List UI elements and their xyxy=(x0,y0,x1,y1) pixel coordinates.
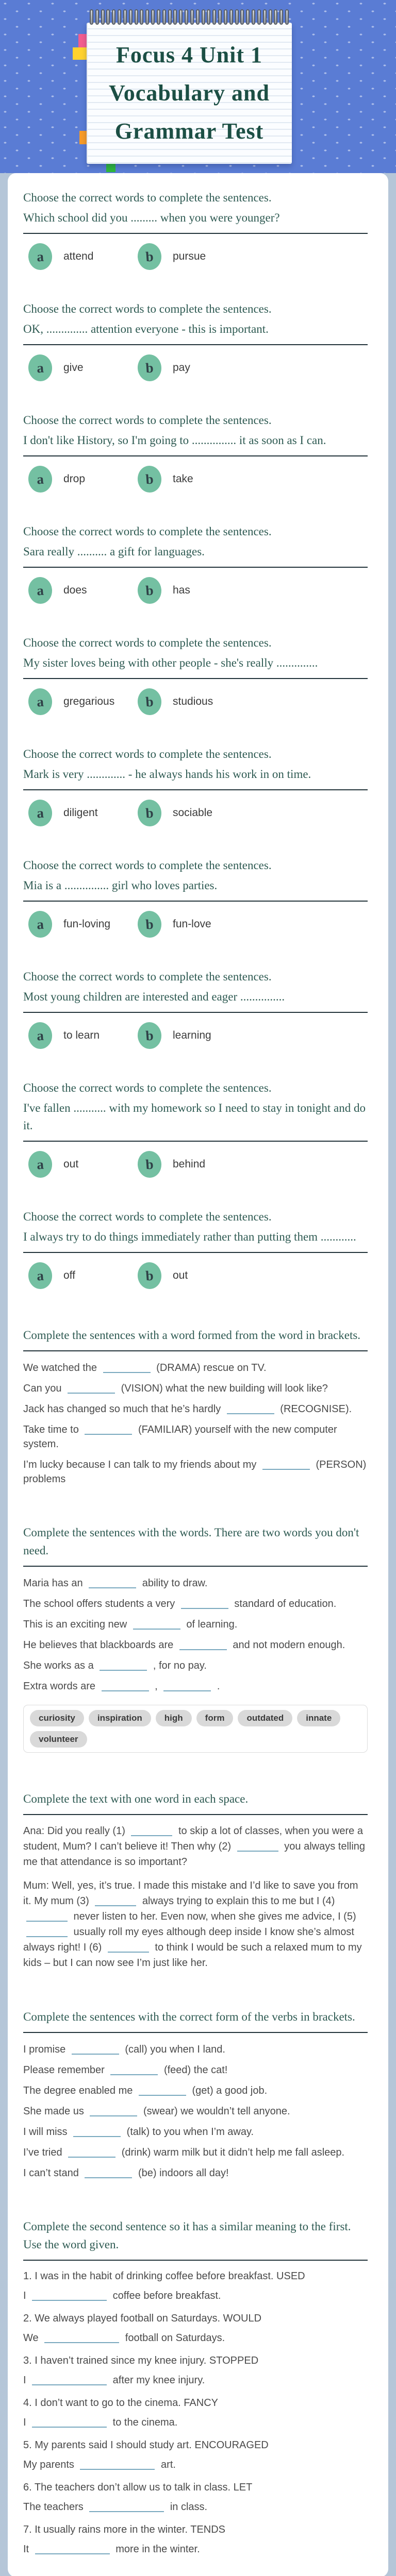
spiral-loop xyxy=(179,9,183,25)
question-sentence: Mia is a ............... girl who loves parties. xyxy=(23,879,218,892)
option-letter-badge: a xyxy=(27,799,53,827)
answer-blank[interactable] xyxy=(26,1928,68,1937)
answer-blank[interactable] xyxy=(32,2292,107,2301)
divider xyxy=(23,2260,368,2261)
answer-blank[interactable] xyxy=(133,1620,180,1630)
divider xyxy=(23,789,368,790)
word-formation-items xyxy=(23,1361,368,1486)
option-label: off xyxy=(63,1269,75,1281)
answer-blank[interactable] xyxy=(32,2376,107,2385)
choice-question xyxy=(23,189,368,270)
question-sentence: I don't like History, so I'm going to ............... it as soon as I can. xyxy=(23,434,326,447)
spiral-loop xyxy=(168,9,172,25)
option-label: attend xyxy=(63,250,94,262)
option-letter-badge: b xyxy=(137,465,162,493)
answer-blank[interactable] xyxy=(72,2045,119,2055)
fill-sentence: We watched the (DRAMA) rescue on TV. xyxy=(23,1362,267,1374)
answer-blank[interactable] xyxy=(26,1912,68,1922)
verb-forms-items xyxy=(23,2042,368,2180)
transformation-item xyxy=(23,2396,368,2430)
transformation-answer: I after my knee injury. xyxy=(23,2375,205,2386)
fill-sentence: This is an exciting new of learning. xyxy=(23,1619,238,1630)
option-b[interactable] xyxy=(138,1262,188,1289)
spiral-loop xyxy=(285,9,289,25)
option-label: take xyxy=(173,473,193,485)
option-a[interactable] xyxy=(28,1151,138,1178)
title-line: Grammar Test xyxy=(114,118,264,144)
yellow-tab xyxy=(73,47,88,60)
choice-question xyxy=(23,634,368,715)
option-label: does xyxy=(63,584,87,596)
fill-sentence: Can you (VISION) what the new building will look like? xyxy=(23,1383,328,1394)
divider xyxy=(23,1252,368,1253)
word-formation-section xyxy=(23,1326,368,1486)
cloze-paragraph: Ana: Did you really (1) to skip a lot of classes, when you were a student, Mum? I can’t believe it! Then why (2) you always telling me that attendance is so important? xyxy=(23,1825,366,1868)
transformation-answer: I to the cinema. xyxy=(23,2417,178,2428)
spiral-loop xyxy=(252,9,255,25)
options-row xyxy=(23,577,368,604)
divider xyxy=(23,678,368,679)
transformations-section xyxy=(23,2217,368,2556)
transformation-items xyxy=(23,2269,368,2556)
spiral-loop xyxy=(240,9,244,25)
question-instruction: Choose the correct words to complete the sentences. xyxy=(23,302,272,315)
choice-question xyxy=(23,300,368,381)
transformation-prompt: 4. I don’t want to go to the cinema. FANCY xyxy=(23,2397,218,2409)
option-label: diligent xyxy=(63,807,98,819)
choice-question xyxy=(23,745,368,826)
fill-sentence: She made us (swear) we wouldn’t tell anyone. xyxy=(23,2106,290,2117)
option-b[interactable] xyxy=(138,577,190,604)
option-letter-badge: a xyxy=(27,910,53,938)
choice-question xyxy=(23,411,368,493)
spiral-loop xyxy=(118,9,121,25)
word-bank-section xyxy=(23,1523,368,1753)
section-instruction: Complete the sentences with the words. There are two words you don't need. xyxy=(23,1526,359,1557)
transformation-prompt: 6. The teachers don’t allow us to talk in class. LET xyxy=(23,2482,253,2493)
section-instruction: Complete the sentences with a word formed from the word in brackets. xyxy=(23,1329,361,1342)
quiz-card xyxy=(8,173,388,2576)
word-bank-chips xyxy=(23,1705,368,1753)
option-label: sociable xyxy=(173,807,213,819)
fill-sentence: I can’t stand (be) indoors all day! xyxy=(23,2167,229,2179)
question-sentence: I always try to do things immediately rather than putting them ............ xyxy=(23,1230,356,1243)
word-chip[interactable]: inspiration xyxy=(89,1710,151,1726)
answer-blank[interactable] xyxy=(89,1579,136,1588)
option-letter-badge: a xyxy=(27,1021,53,1049)
fill-sentence: I will miss (talk) to you when I’m away. xyxy=(23,2126,254,2138)
option-letter-badge: a xyxy=(27,576,53,604)
option-a[interactable] xyxy=(28,800,138,826)
option-letter-badge: b xyxy=(137,687,162,716)
option-label: drop xyxy=(63,473,86,485)
option-letter-badge: a xyxy=(27,353,53,382)
option-letter-badge: b xyxy=(137,353,162,382)
green-tab xyxy=(106,164,116,172)
choice-question xyxy=(23,968,368,1049)
divider xyxy=(23,1814,368,1815)
spiral-loop xyxy=(140,9,143,25)
transformation-item xyxy=(23,2438,368,2472)
spiral-loop xyxy=(263,9,267,25)
question-sentence: Sara really .......... a gift for languages. xyxy=(23,545,205,558)
spiral-loop xyxy=(157,9,160,25)
spiral-loop xyxy=(185,9,188,25)
answer-blank[interactable] xyxy=(85,1426,132,1435)
answer-blank[interactable] xyxy=(68,1384,115,1394)
divider xyxy=(23,233,368,234)
divider xyxy=(23,901,368,902)
answer-blank[interactable] xyxy=(68,2148,116,2158)
divider xyxy=(23,1012,368,1013)
option-letter-badge: b xyxy=(137,242,162,270)
spiral-loop xyxy=(135,9,138,25)
title-line: Focus 4 Unit 1 xyxy=(116,42,263,67)
page-title xyxy=(109,36,270,150)
spiral-loop xyxy=(229,9,233,25)
option-a[interactable] xyxy=(28,354,138,381)
option-b[interactable] xyxy=(138,911,211,938)
option-label: studious xyxy=(173,696,213,707)
transformation-prompt: 3. I haven’t trained since my knee injury. STOPPED xyxy=(23,2355,259,2366)
spiral-loop xyxy=(106,9,110,25)
answer-blank[interactable] xyxy=(131,1827,172,1836)
transformation-answer: We football on Saturdays. xyxy=(23,2332,225,2344)
spiral-binding xyxy=(90,9,289,27)
answer-blank[interactable] xyxy=(100,1662,147,1671)
options-row xyxy=(23,354,368,381)
option-b[interactable] xyxy=(138,466,193,493)
word-chip[interactable]: form xyxy=(196,1710,234,1726)
section-instruction: Complete the text with one word in each space. xyxy=(23,1792,249,1805)
option-label: to learn xyxy=(63,1029,100,1041)
answer-blank[interactable] xyxy=(179,1641,227,1650)
answer-blank[interactable] xyxy=(110,2066,158,2075)
spiral-loop xyxy=(274,9,277,25)
option-letter-badge: a xyxy=(27,242,53,270)
answer-blank[interactable] xyxy=(35,2545,110,2554)
section-instruction: Complete the sentences with the correct form of the verbs in brackets. xyxy=(23,2010,355,2023)
question-instruction: Choose the correct words to complete the sentences. xyxy=(23,191,272,204)
choice-question xyxy=(23,1079,368,1178)
question-instruction: Choose the correct words to complete the sentences. xyxy=(23,748,272,760)
answer-blank[interactable] xyxy=(80,2461,155,2470)
answer-blank[interactable] xyxy=(89,2503,164,2512)
text-completion-section xyxy=(23,1790,368,1971)
answer-blank[interactable] xyxy=(181,1600,228,1609)
options-row xyxy=(23,466,368,493)
transformation-prompt: 5. My parents said I should study art. ENCOURAGED xyxy=(23,2439,269,2451)
spiral-loop xyxy=(129,9,133,25)
option-a[interactable] xyxy=(28,911,138,938)
answer-blank[interactable] xyxy=(85,2169,132,2178)
fill-sentence: He believes that blackboards are and not modern enough. xyxy=(23,1639,345,1651)
choice-question xyxy=(23,522,368,604)
options-row xyxy=(23,1022,368,1049)
options-row xyxy=(23,688,368,715)
option-label: fun-love xyxy=(173,918,211,930)
question-sentence: Which school did you ......... when you were younger? xyxy=(23,211,280,224)
option-letter-badge: b xyxy=(137,576,162,604)
question-instruction: Choose the correct words to complete the sentences. xyxy=(23,859,272,872)
option-b[interactable] xyxy=(138,243,206,270)
spiral-loop xyxy=(269,9,272,25)
notebook-paper xyxy=(87,23,292,164)
option-a[interactable] xyxy=(28,243,138,270)
answer-blank[interactable] xyxy=(108,1943,149,1953)
divider xyxy=(23,1566,368,1567)
spiral-loop xyxy=(145,9,149,25)
spiral-loop xyxy=(101,9,105,25)
transformation-item xyxy=(23,2269,368,2303)
question-instruction: Choose the correct words to complete the sentences. xyxy=(23,1081,272,1094)
fill-sentence: Maria has an ability to draw. xyxy=(23,1578,208,1589)
spiral-loop xyxy=(90,9,93,25)
spiral-loop xyxy=(95,9,99,25)
fill-sentence: The degree enabled me (get) a good job. xyxy=(23,2085,268,2096)
word-chip[interactable]: outdated xyxy=(238,1710,292,1726)
answer-blank[interactable] xyxy=(73,2128,121,2137)
cloze-text xyxy=(23,1823,368,1971)
transformation-answer: It more in the winter. xyxy=(23,2544,200,2555)
option-letter-badge: b xyxy=(137,1021,162,1049)
fill-sentence: Extra words are , . xyxy=(23,1681,220,1692)
transformation-item xyxy=(23,2353,368,2387)
word-chip[interactable]: curiosity xyxy=(30,1710,84,1726)
choice-question xyxy=(23,856,368,938)
options-row xyxy=(23,800,368,826)
answer-blank[interactable] xyxy=(237,1842,278,1852)
option-b[interactable] xyxy=(138,354,190,381)
question-sentence: Mark is very ............. - he always hands his work in on time. xyxy=(23,768,311,781)
spiral-loop xyxy=(212,9,216,25)
option-b[interactable] xyxy=(138,1151,205,1178)
title-line: Vocabulary and xyxy=(109,80,270,106)
fill-sentence: I’m lucky because I can talk to my friends about my (PERSON) problems xyxy=(23,1459,367,1485)
option-label: gregarious xyxy=(63,696,115,707)
options-row xyxy=(23,911,368,938)
answer-blank[interactable] xyxy=(163,1682,211,1691)
option-a[interactable] xyxy=(28,577,138,604)
spiral-loop xyxy=(257,9,261,25)
option-letter-badge: b xyxy=(137,1261,162,1290)
option-letter-badge: b xyxy=(137,910,162,938)
question-instruction: Choose the correct words to complete the sentences. xyxy=(23,1210,272,1223)
page-background xyxy=(0,173,396,2576)
divider xyxy=(23,1350,368,1351)
fill-sentence: Take time to (FAMILIAR) yourself with the new computer system. xyxy=(23,1424,337,1450)
word-bank-items xyxy=(23,1576,368,1693)
divider xyxy=(23,1141,368,1142)
option-letter-badge: b xyxy=(137,1150,162,1178)
option-label: out xyxy=(63,1158,79,1170)
spiral-loop xyxy=(196,9,200,25)
option-label: behind xyxy=(173,1158,206,1170)
option-label: out xyxy=(173,1269,188,1281)
option-b[interactable] xyxy=(138,800,212,826)
option-label: give xyxy=(63,362,84,374)
spiral-loop xyxy=(202,9,205,25)
answer-blank[interactable] xyxy=(102,1682,149,1691)
answer-blank[interactable] xyxy=(32,2418,107,2428)
cloze-paragraph: Mum: Well, yes, it’s true. I made this mistake and I’d like to save you from it. My mum (3) always trying to explain this to me but I (4) never listen to her. Even now, when she gives me advice, I (5) usually roll my eyes although deep inside I know she’s almost always right! I (6) to think I would be such a relaxed mum to my kids – but I can now see I’m just like her. xyxy=(23,1880,362,1969)
spiral-loop xyxy=(246,9,250,25)
spiral-loop xyxy=(218,9,222,25)
divider xyxy=(23,567,368,568)
answer-blank[interactable] xyxy=(90,2107,137,2116)
question-sentence: OK, .............. attention everyone - this is important. xyxy=(23,323,269,335)
notebook-cover xyxy=(87,13,292,166)
option-b[interactable] xyxy=(138,688,213,715)
transformation-prompt: 1. I was in the habit of drinking coffee before breakfast. USED xyxy=(23,2270,305,2282)
options-row xyxy=(23,1262,368,1289)
options-row xyxy=(23,1151,368,1178)
option-a[interactable] xyxy=(28,688,138,715)
option-label: has xyxy=(173,584,190,596)
spiral-loop xyxy=(123,9,127,25)
question-sentence: My sister loves being with other people - she's really .............. xyxy=(23,656,318,669)
transformation-prompt: 7. It usually rains more in the winter. TENDS xyxy=(23,2524,226,2535)
fill-sentence: I promise (call) you when I land. xyxy=(23,2044,225,2055)
question-sentence: I've fallen ........... with my homework so I need to stay in tonight and do it. xyxy=(23,1101,366,1132)
spiral-loop xyxy=(173,9,177,25)
option-letter-badge: a xyxy=(27,1150,53,1178)
option-label: learning xyxy=(173,1029,211,1041)
option-letter-badge: b xyxy=(137,799,162,827)
option-letter-badge: a xyxy=(27,465,53,493)
question-instruction: Choose the correct words to complete the sentences. xyxy=(23,636,272,649)
answer-blank[interactable] xyxy=(103,1364,151,1373)
spiral-loop xyxy=(207,9,210,25)
section-instruction: Complete the second sentence so it has a similar meaning to the first. Use the word given. xyxy=(23,2220,351,2251)
transformation-answer: The teachers in class. xyxy=(23,2501,208,2513)
spiral-loop xyxy=(224,9,227,25)
divider xyxy=(23,344,368,345)
fill-sentence: Jack has changed so much that he’s hardly (RECOGNISE). xyxy=(23,1403,352,1415)
option-b[interactable] xyxy=(138,1022,211,1049)
header-banner xyxy=(0,0,396,180)
word-chip[interactable]: innate xyxy=(297,1710,340,1726)
option-a[interactable] xyxy=(28,466,138,493)
option-a[interactable] xyxy=(28,1262,138,1289)
option-letter-badge: a xyxy=(27,1261,53,1290)
question-sentence: Most young children are interested and eager ............... xyxy=(23,990,285,1003)
word-chip[interactable]: volunteer xyxy=(30,1731,87,1748)
verb-forms-section xyxy=(23,2008,368,2180)
transformation-answer: My parents art. xyxy=(23,2459,176,2470)
word-chip[interactable]: high xyxy=(156,1710,192,1726)
choice-question xyxy=(23,1208,368,1289)
answer-blank[interactable] xyxy=(227,1405,274,1414)
transformation-item xyxy=(23,2522,368,2556)
divider xyxy=(23,2032,368,2033)
transformation-prompt: 2. We always played football on Saturdays. WOULD xyxy=(23,2313,262,2324)
fill-sentence: Please remember (feed) the cat! xyxy=(23,2064,228,2076)
question-instruction: Choose the correct words to complete the sentences. xyxy=(23,414,272,427)
answer-blank[interactable] xyxy=(262,1461,310,1470)
spiral-loop xyxy=(190,9,194,25)
fill-sentence: She works as a , for no pay. xyxy=(23,1660,207,1671)
option-label: fun-loving xyxy=(63,918,111,930)
transformation-answer: I coffee before breakfast. xyxy=(23,2290,221,2301)
answer-blank[interactable] xyxy=(139,2087,186,2096)
divider xyxy=(23,455,368,456)
spiral-loop xyxy=(162,9,166,25)
fill-sentence: I’ve tried (drink) warm milk but it didn’t help me fall asleep. xyxy=(23,2147,345,2158)
fill-sentence: The school offers students a very standard of education. xyxy=(23,1598,337,1609)
spiral-loop xyxy=(151,9,155,25)
question-instruction: Choose the correct words to complete the sentences. xyxy=(23,525,272,538)
answer-blank[interactable] xyxy=(44,2334,119,2343)
transformation-item xyxy=(23,2480,368,2514)
option-letter-badge: a xyxy=(27,687,53,716)
spiral-loop xyxy=(112,9,116,25)
question-instruction: Choose the correct words to complete the sentences. xyxy=(23,970,272,983)
option-a[interactable] xyxy=(28,1022,138,1049)
answer-blank[interactable] xyxy=(95,1897,136,1906)
spiral-loop xyxy=(235,9,239,25)
spiral-loop xyxy=(279,9,283,25)
choice-questions-section xyxy=(23,189,368,1289)
option-label: pursue xyxy=(173,250,206,262)
options-row xyxy=(23,243,368,270)
option-label: pay xyxy=(173,362,190,374)
transformation-item xyxy=(23,2311,368,2345)
